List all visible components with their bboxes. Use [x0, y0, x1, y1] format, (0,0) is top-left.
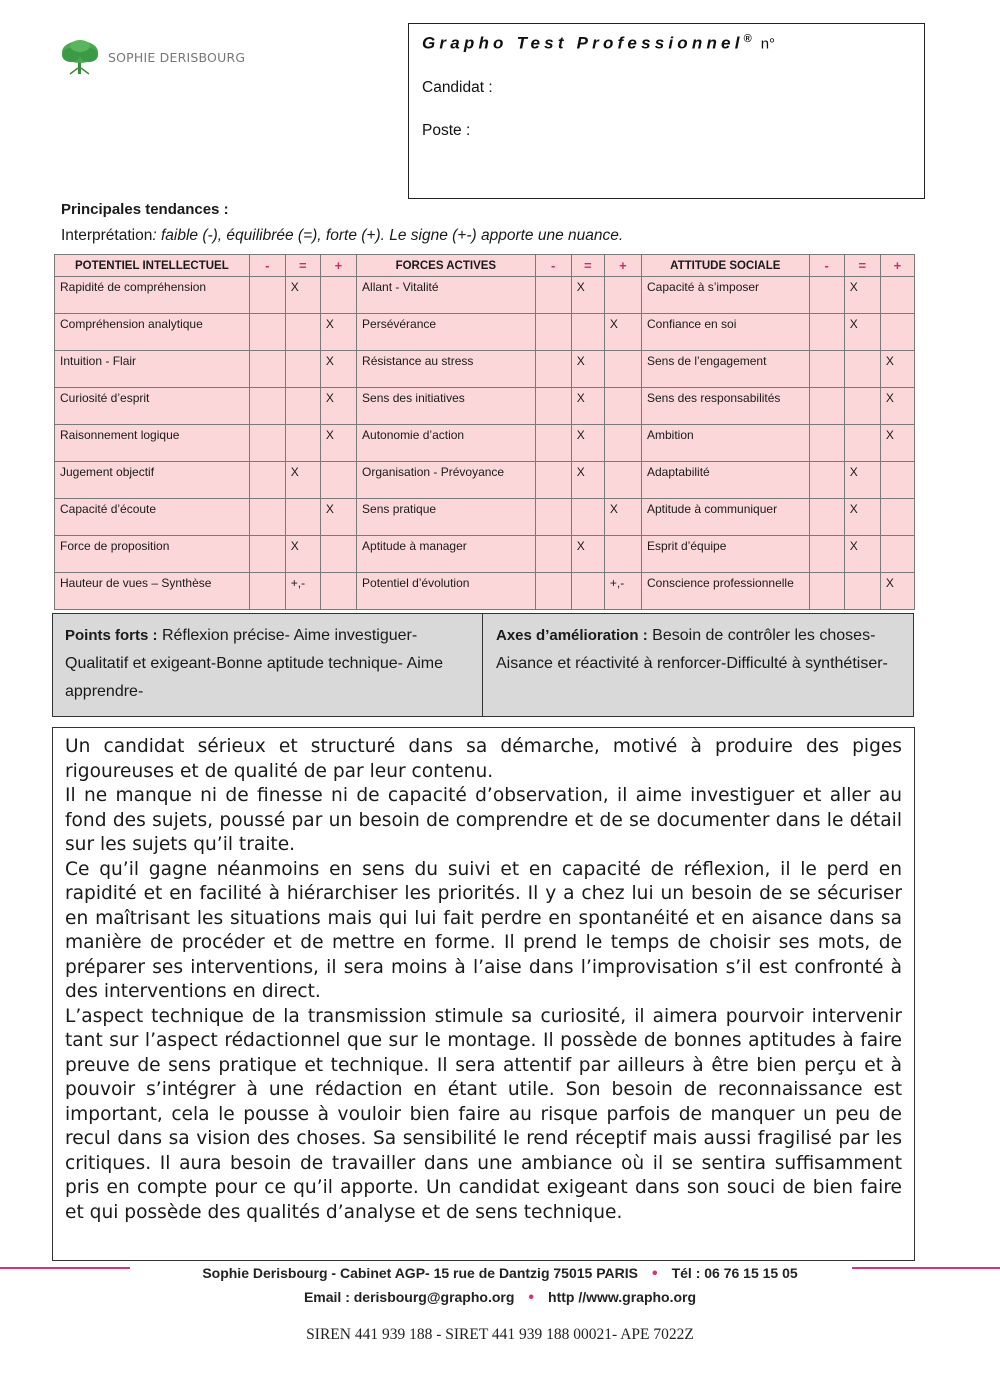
footer-website[interactable]: http //www.grapho.org	[548, 1289, 697, 1305]
assessment-paragraph: Il ne manque ni de finesse ni de capacité d’observation, il aime investiguer et aller au fond des sujets, poussé par un besoin de comprendre et de se documenter dans le détail sur les sujets qu’il traite.	[65, 785, 902, 855]
trait-mark: X	[320, 351, 356, 388]
trait-label: Capacité à s’imposer	[642, 277, 810, 314]
sign-equal: =	[285, 255, 320, 277]
assessment-text-box	[52, 727, 915, 1261]
table-row	[55, 499, 915, 536]
sign-plus: +	[604, 255, 641, 277]
trait-mark: X	[285, 277, 320, 314]
strengths-improvements-box	[52, 613, 914, 717]
trait-mark	[571, 573, 604, 610]
trait-mark: X	[571, 388, 604, 425]
trait-label: Intuition - Flair	[55, 351, 250, 388]
column-title: POTENTIEL INTELLECTUEL	[55, 255, 250, 277]
trait-label: Persévérance	[357, 314, 536, 351]
footer-phone: Tél : 06 76 15 15 05	[671, 1265, 798, 1281]
tendencies-table	[54, 254, 915, 610]
trait-mark	[571, 499, 604, 536]
trait-label: Curiosité d’esprit	[55, 388, 250, 425]
trait-label: Jugement objectif	[55, 462, 250, 499]
trait-mark: X	[320, 314, 356, 351]
trait-mark	[285, 314, 320, 351]
strengths-cell	[53, 614, 483, 716]
trait-mark	[809, 573, 844, 610]
trait-mark: X	[285, 536, 320, 573]
table-row	[55, 277, 915, 314]
trait-mark	[571, 314, 604, 351]
trait-mark	[604, 277, 641, 314]
table-row	[55, 351, 915, 388]
sign-equal: =	[844, 255, 880, 277]
document-title	[422, 33, 775, 54]
trait-mark: X	[320, 388, 356, 425]
trait-mark	[535, 277, 571, 314]
trait-label: Capacité d’écoute	[55, 499, 250, 536]
section-heading: Principales tendances :	[61, 201, 229, 218]
logo-text: SOPHIE DERISBOURG	[108, 49, 246, 65]
footer-address-line	[0, 1265, 1000, 1283]
trait-mark	[249, 277, 285, 314]
trait-mark	[535, 536, 571, 573]
improvements-cell	[483, 614, 913, 716]
trait-mark: X	[285, 462, 320, 499]
strengths-text: Réflexion précise- Aime investiguer- Qualitatif et exigeant-Bonne aptitude technique- Aime apprendre-	[65, 627, 444, 700]
trait-mark	[844, 425, 880, 462]
footer-registration: SIREN 441 939 188 - SIRET 441 939 188 00021- APE 7022Z	[306, 1326, 694, 1343]
sign-plus: +	[880, 255, 914, 277]
trait-mark	[249, 536, 285, 573]
trait-mark	[249, 573, 285, 610]
interpretation-text: : faible (-), équilibrée (=), forte (+). Le signe (+-) apporte une nuance.	[152, 227, 624, 244]
trait-label: Force de proposition	[55, 536, 250, 573]
improvements-text: Besoin de contrôler les choses-Aisance et réactivité à renforcer-Difficulté à synthétiser-	[496, 627, 888, 672]
logo	[58, 38, 245, 76]
trait-label: Autonomie d’action	[357, 425, 536, 462]
trait-label: Esprit d’équipe	[642, 536, 810, 573]
trait-mark	[320, 573, 356, 610]
trait-mark	[535, 388, 571, 425]
trait-mark	[535, 573, 571, 610]
trait-label: Sens pratique	[357, 499, 536, 536]
trait-mark	[285, 499, 320, 536]
trait-mark	[809, 351, 844, 388]
trait-mark	[535, 499, 571, 536]
trait-mark	[809, 536, 844, 573]
trait-mark	[604, 388, 641, 425]
trait-mark	[880, 314, 914, 351]
trait-mark: X	[604, 499, 641, 536]
footer-address: Sophie Derisbourg - Cabinet AGP- 15 rue de Dantzig 75015 PARIS	[202, 1265, 638, 1281]
trait-mark: X	[604, 314, 641, 351]
trait-mark	[320, 462, 356, 499]
trait-mark: X	[844, 536, 880, 573]
trait-mark	[809, 314, 844, 351]
trait-mark	[809, 388, 844, 425]
trait-mark: X	[571, 351, 604, 388]
trait-mark	[249, 388, 285, 425]
trait-mark	[285, 425, 320, 462]
trait-label: Hauteur de vues – Synthèse	[55, 573, 250, 610]
trait-mark	[809, 277, 844, 314]
assessment-paragraph: Ce qu’il gagne néanmoins en sens du suivi et en capacité de réflexion, il le perd en rapidité et en facilité à hiérarchiser les priorités. Il y a chez lui un besoin de se sécuriser en maîtrisant les situations mais qui lui fait perdre en spontanéité et en aisance dans sa manière de procéder et de mettre en forme. Il prend le temps de choisir ses mots, de préparer ses interventions, il sera moins à l’aise dans l’improvisation s’il est confronté à des interventions en direct.	[65, 858, 902, 1002]
assessment-paragraph: L’aspect technique de la transmission stimule sa curiosité, il aimera pourvoir intervenir tant sur l’aspect rédactionnel que sur le montage. Il possède de bonnes aptitudes à faire preuve de sens pratique et technique. Il sera attentif par ailleurs à être bien perçu et à pouvoir s’intégrer à une rédaction en étant utile. Son besoin de reconnaissance est important, cela le pousse à vouloir bien faire au risque parfois de manquer un peu de recul dans sa vision des choses. Sa sensibilité le rend réceptif mais aussi fragilisé par les critiques. Il aura besoin de travailler dans une ambiance où il se sentira suffisamment pris en compte pour ce qu’il apporte. Un candidat exigeant dans son souci de bien faire et qui possède des qualités d’analyse et de sens technique.	[65, 1005, 902, 1223]
interpretation-line	[61, 227, 623, 245]
trait-mark	[320, 277, 356, 314]
table-header-row	[55, 255, 915, 277]
column-title: ATTITUDE SOCIALE	[642, 255, 810, 277]
trait-label: Organisation - Prévoyance	[357, 462, 536, 499]
trait-label: Potentiel d’évolution	[357, 573, 536, 610]
trait-mark	[880, 536, 914, 573]
strengths-label: Points forts :	[65, 627, 158, 644]
table-row	[55, 462, 915, 499]
sign-minus: -	[809, 255, 844, 277]
trait-mark	[249, 499, 285, 536]
footer-email[interactable]: Email : derisbourg@grapho.org	[303, 1289, 515, 1305]
title-text: Grapho Test Professionnel	[422, 33, 744, 53]
trait-mark: X	[844, 499, 880, 536]
trait-mark	[320, 536, 356, 573]
trait-mark	[535, 462, 571, 499]
sign-minus: -	[535, 255, 571, 277]
trait-mark: +,-	[285, 573, 320, 610]
trait-label: Résistance au stress	[357, 351, 536, 388]
trait-mark: +,-	[604, 573, 641, 610]
bullet-icon: •	[651, 1265, 658, 1282]
candidate-label: Candidat :	[422, 79, 493, 96]
interpretation-prefix: Interprétation	[61, 227, 153, 244]
table-row	[55, 573, 915, 610]
table-row	[55, 536, 915, 573]
trait-mark	[880, 277, 914, 314]
trait-mark	[604, 536, 641, 573]
trait-mark: X	[844, 314, 880, 351]
trait-mark	[285, 388, 320, 425]
trait-mark: X	[844, 462, 880, 499]
registered-mark: ®	[743, 33, 752, 45]
trait-mark: X	[880, 351, 914, 388]
trait-mark: X	[880, 425, 914, 462]
trait-mark: X	[571, 462, 604, 499]
table-row	[55, 314, 915, 351]
trait-mark	[844, 573, 880, 610]
trait-mark	[535, 351, 571, 388]
trait-mark	[285, 351, 320, 388]
improvements-label: Axes d’amélioration :	[496, 627, 648, 644]
sign-minus: -	[249, 255, 285, 277]
trait-mark	[880, 462, 914, 499]
trait-label: Allant - Vitalité	[357, 277, 536, 314]
column-title: FORCES ACTIVES	[357, 255, 536, 277]
sign-plus: +	[320, 255, 356, 277]
trait-label: Adaptabilité	[642, 462, 810, 499]
trait-mark	[249, 314, 285, 351]
trait-label: Ambition	[642, 425, 810, 462]
trait-label: Conscience professionnelle	[642, 573, 810, 610]
tree-icon	[58, 38, 102, 76]
header-box	[408, 23, 925, 199]
trait-mark	[535, 314, 571, 351]
trait-mark	[809, 462, 844, 499]
trait-mark: X	[571, 536, 604, 573]
trait-mark: X	[320, 425, 356, 462]
trait-label: Sens de l’engagement	[642, 351, 810, 388]
trait-label: Sens des responsabilités	[642, 388, 810, 425]
trait-label: Raisonnement logique	[55, 425, 250, 462]
table-row	[55, 425, 915, 462]
trait-mark: X	[880, 573, 914, 610]
trait-mark	[249, 425, 285, 462]
footer-contact-line	[0, 1289, 1000, 1307]
trait-mark	[844, 351, 880, 388]
trait-mark	[604, 351, 641, 388]
trait-mark	[249, 462, 285, 499]
trait-mark	[535, 425, 571, 462]
trait-mark	[809, 499, 844, 536]
trait-mark	[880, 499, 914, 536]
trait-mark	[604, 425, 641, 462]
trait-mark: X	[571, 425, 604, 462]
trait-label: Rapidité de compréhension	[55, 277, 250, 314]
trait-mark: X	[844, 277, 880, 314]
trait-mark: X	[320, 499, 356, 536]
sign-equal: =	[571, 255, 604, 277]
trait-mark	[844, 388, 880, 425]
trait-label: Confiance en soi	[642, 314, 810, 351]
trait-mark	[809, 425, 844, 462]
number-label: n°	[760, 35, 776, 53]
assessment-paragraph: Un candidat sérieux et structuré dans sa démarche, motivé à produire des piges rigoureuses et de qualité de par leur contenu.	[65, 736, 902, 782]
position-label: Poste :	[422, 122, 471, 139]
trait-mark: X	[571, 277, 604, 314]
trait-mark	[604, 462, 641, 499]
trait-label: Aptitude à manager	[357, 536, 536, 573]
trait-label: Aptitude à communiquer	[642, 499, 810, 536]
trait-label: Sens des initiatives	[357, 388, 536, 425]
bullet-icon: •	[528, 1289, 535, 1306]
trait-mark	[249, 351, 285, 388]
trait-label: Compréhension analytique	[55, 314, 250, 351]
table-row	[55, 388, 915, 425]
trait-mark: X	[880, 388, 914, 425]
